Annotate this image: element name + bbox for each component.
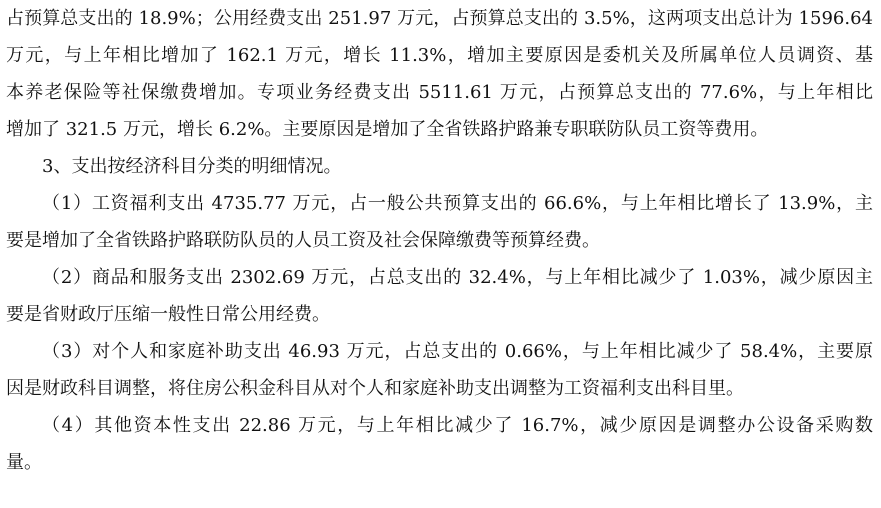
paragraph-line: 占预算总支出的 18.9%；公用经费支出 251.97 万元，占预算总支出的 3.5%，这两项支出总计为 1596.64 — [6, 8, 873, 29]
paragraph-line: （1）工资福利支出 4735.77 万元，占一般公共预算支出的 66.6%，与上年相比增长了 13.9%，主 — [42, 193, 873, 214]
paragraph-line: 量。 — [6, 452, 42, 473]
paragraph-line: 本养老保险等社保缴费增加。专项业务经费支出 5511.61 万元，占预算总支出的 77.6%，与上年相比 — [6, 82, 873, 103]
paragraph-line: 万元，与上年相比增加了 162.1 万元，增长 11.3%，增加主要原因是委机关及所属单位人员调资、基 — [6, 45, 873, 66]
paragraph-line: 增加了 321.5 万元，增长 6.2%。主要原因是增加了全省铁路护路兼专职联防队员工资等费用。 — [6, 119, 769, 140]
paragraph-line: （3）对个人和家庭补助支出 46.93 万元，占总支出的 0.66%，与上年相比减少了 58.4%，主要原 — [42, 341, 873, 362]
paragraph-line: 要是增加了全省铁路护路联防队员的人员工资及社会保障缴费等预算经费。 — [6, 230, 600, 251]
paragraph-line: （2）商品和服务支出 2302.69 万元，占总支出的 32.4%，与上年相比减少了 1.03%，减少原因主 — [42, 267, 873, 288]
paragraph-line: 因是财政科目调整，将住房公积金科目从对个人和家庭补助支出调整为工资福利支出科目里。 — [6, 378, 744, 399]
paragraph-line: 要是省财政厅压缩一般性日常公用经费。 — [6, 304, 330, 325]
paragraph-line: （4）其他资本性支出 22.86 万元，与上年相比减少了 16.7%，减少原因是调整办公设备采购数 — [42, 415, 873, 436]
section-heading: 3、支出按经济科目分类的明细情况。 — [42, 156, 342, 177]
